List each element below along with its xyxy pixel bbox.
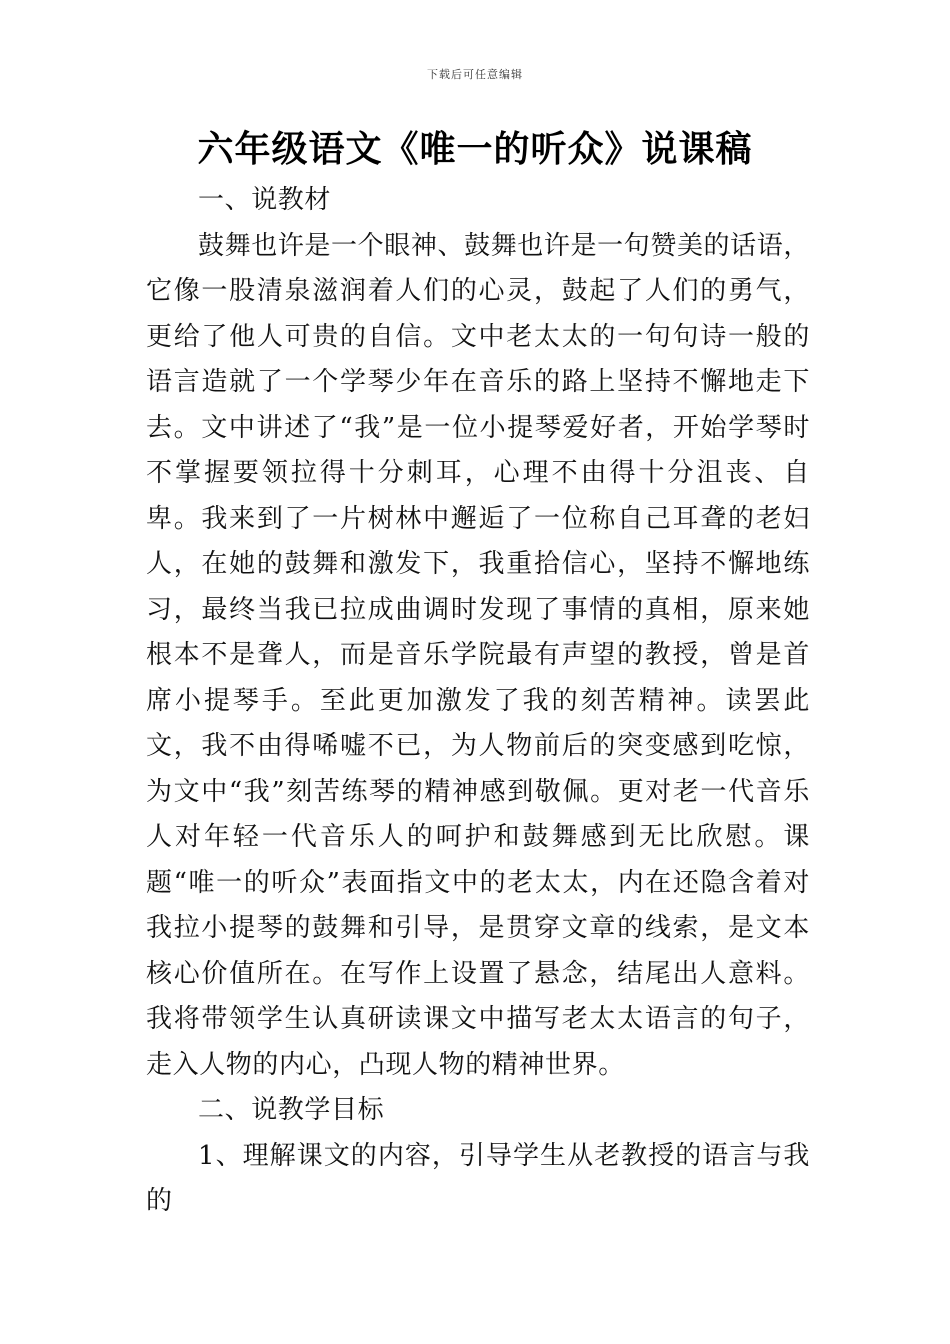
objective-item-1: 1、理解课文的内容，引导学生从老教授的语言与我的 [146,1140,810,1216]
document-title: 六年级语文《唯一的听众》说课稿 [197,128,753,170]
paragraph-teaching-material: 鼓舞也许是一个眼神、鼓舞也许是一句赞美的话语，它像一股清泉滋润着人们的心灵，鼓起了人们的勇气，更给了他人可贵的自信。文中老太太的一句句诗一般的语言造就了一个学琴少年在音乐的路上坚持不懈地走下去。文中讲述了“我”是一位小提琴爱好者，开始学琴时不掌握要领拉得十分刺耳，心理不由得十分沮丧、自卑。我来到了一片树林中邂逅了一位称自己耳聋的老妇人，在她的鼓舞和激发下，我重拾信心，坚持不懈地练习，最终当我已拉成曲调时发现了事情的真相，原来她根本不是聋人，而是音乐学院最有声望的教授，曾是首席小提琴手。至此更加激发了我的刻苦精神。读罢此文，我不由得唏嘘不已，为人物前后的突变感到吃惊，为文中“我”刻苦练琴的精神感到敬佩。更对老一代音乐人对年轻一代音乐人的呵护和鼓舞感到无比欣慰。课题“唯一的听众”表面指文中的老太太，内在还隐含着对我拉小提琴的鼓舞和引导，是贯穿文章的线索，是文本核心价值所在。在写作上设置了悬念，结尾出人意料。我将带领学生认真研读课文中描写老太太语言的句子，走入人物的内心，凸现人物的精神世界。 [146,230,810,1080]
document-body [146,178,810,1225]
section-heading-teaching-objectives: 二、说教学目标 [198,1095,385,1125]
page-header-note: 下载后可任意编辑 [427,68,523,81]
section-heading-teaching-material: 一、说教材 [198,185,332,215]
